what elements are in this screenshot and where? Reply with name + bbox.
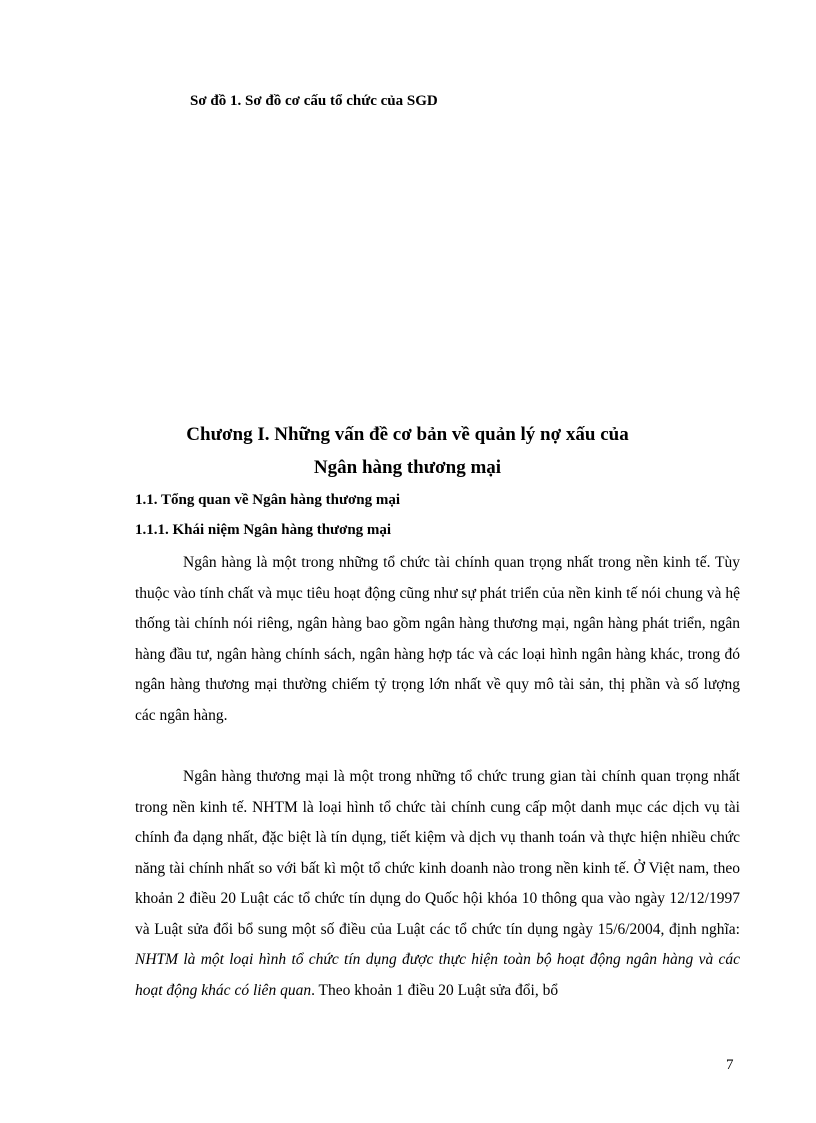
paragraph-2	[135, 762, 740, 1006]
paragraph-2-text-b: . Theo khoản 1 điều 20 Luật sửa đổi, bổ	[311, 981, 559, 999]
figure-caption: Sơ đồ 1. Sơ đồ cơ cấu tổ chức của SGD	[190, 93, 438, 109]
paragraph-1: Ngân hàng là một trong những tổ chức tài chính quan trọng nhất trong nền kinh tế. Tùy thuộc vào tính chất và mục tiêu hoạt động cũng như sự phát triển của nền kinh tế nói chung và hệ thống tài chính nói riêng, ngân hàng bao gồm ngân hàng thương mại, ngân hàng phát triển, ngân hàng đầu tư, ngân hàng chính sách, ngân hàng hợp tác và các loại hình ngân hàng khác, trong đó ngân hàng thương mại thường chiếm tỷ trọng lớn nhất về quy mô tài sản, thị phần và số lượng các ngân hàng.	[135, 554, 740, 724]
paragraph-2-definition: NHTM là một loại hình tổ chức tín dụng được thực hiện toàn bộ hoạt động ngân hàng và các hoạt động khác có liên quan	[135, 951, 740, 999]
section-heading: 1.1. Tổng quan về Ngân hàng thương mại	[135, 492, 401, 508]
paragraph-2-text-a: Ngân hàng thương mại là một trong những tổ chức trung gian tài chính quan trọng nhất trong nền kinh tế. NHTM là loại hình tổ chức tài chính cung cấp một danh mục các dịch vụ tài chính đa dạng nhất, đặc biệt là tín dụng, tiết kiệm và dịch vụ thanh toán và thực hiện nhiều chức năng tài chính nhất so với bất kì một tổ chức kinh doanh nào trong nền kinh tế. Ở Việt nam, theo khoản 2 điều 20 Luật các tổ chức tín dụng do Quốc hội khóa 10 thông qua vào ngày 12/12/1997 và Luật sửa đổi bổ sung một số điều của Luật các tổ chức tín dụng ngày 15/6/2004, định nghĩa:	[135, 768, 740, 938]
chapter-title-line-2: Ngân hàng thương mại	[313, 457, 502, 478]
chapter-title-line-1: Chương I. Những vấn đề cơ bản về quản lý nợ xấu của	[186, 424, 629, 445]
subsection-heading: 1.1.1. Khái niệm Ngân hàng thương mại	[135, 522, 392, 538]
page-number: 7	[726, 1057, 734, 1073]
